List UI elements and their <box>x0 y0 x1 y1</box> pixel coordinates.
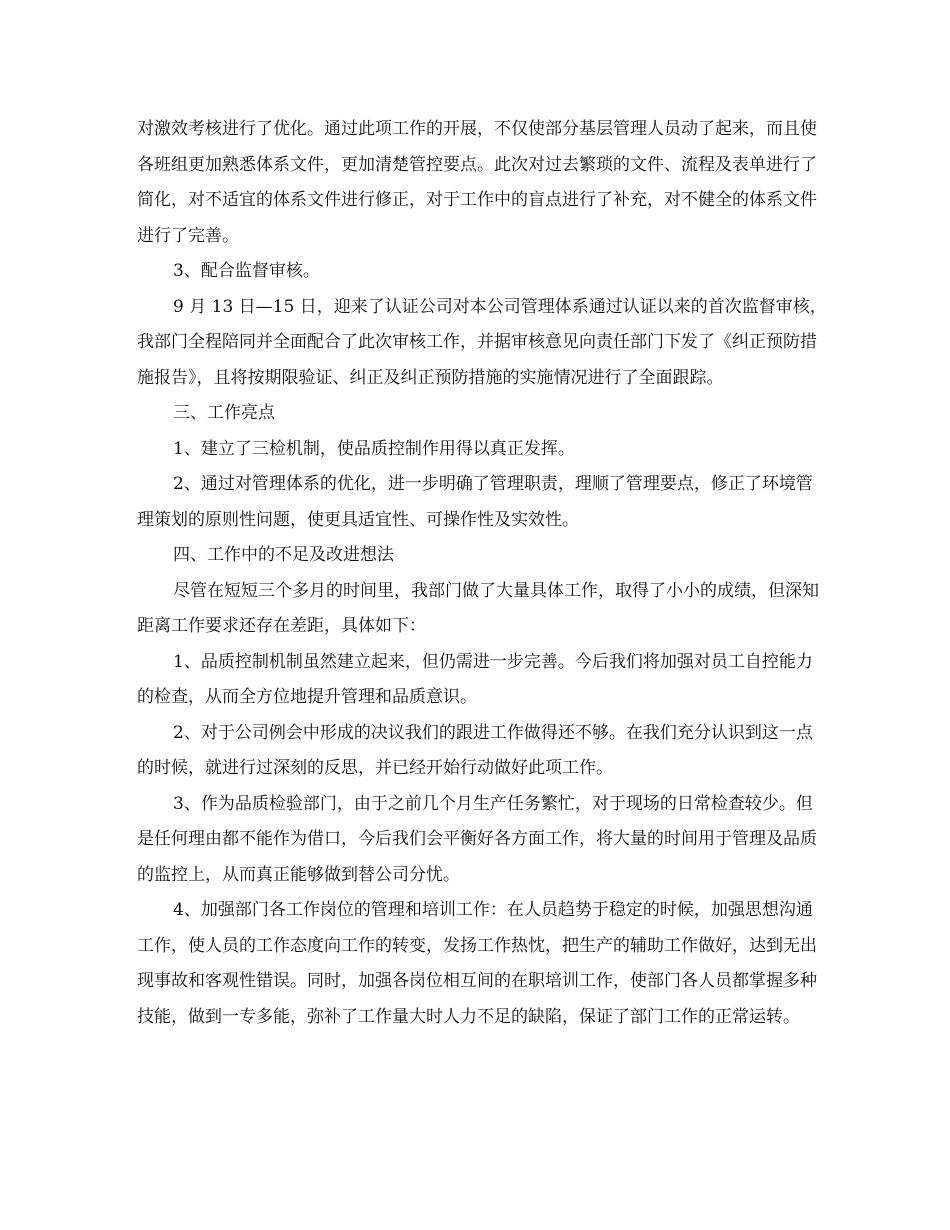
paragraph-shortcoming-1: 1、品质控制机制虽然建立起来，但仍需进一步完善。今后我们将加强对员工自控能力的检查，从而全方位地提升管理和品质意识。 <box>137 651 813 707</box>
document-body <box>137 112 827 1035</box>
paragraph-shortcoming-3: 3、作为品质检验部门，由于之前几个月生产任务繁忙，对于现场的日常检查较少。但是任何理由都不能作为借口，今后我们会平衡好各方面工作，将大量的时间用于管理及品质的监控上，从而真正能够做到替公司分忧。 <box>137 793 817 885</box>
paragraph-shortcomings-intro: 尽管在短短三个多月的时间里，我部门做了大量具体工作，取得了小小的成绩，但深知距离工作要求还存在差距，具体如下： <box>137 580 819 636</box>
section-heading-shortcomings: 四、工作中的不足及改进想法 <box>173 545 394 565</box>
paragraph-audit-details: 9 月 13 日—15 日，迎来了认证公司对本公司管理体系通过认证以来的首次监督审核，我部门全程陪同并全面配合了此次审核工作，并据审核意见向责任部门下发了《纠正预防措施报告》，且将按期限验证、纠正及纠正预防措施的实施情况进行了全面跟踪。 <box>137 296 827 388</box>
paragraph-shortcoming-4: 4、加强部门各工作岗位的管理和培训工作：在人员趋势于稳定的时候，加强思想沟通工作，使人员的工作态度向工作的转变，发扬工作热忱，把生产的辅助工作做好，达到无出现事故和客观性错误。同时，加强各岗位相互间的在职培训工作，使部门各人员都掌握多种技能，做到一专多能，弥补了工作量大时人力不足的缺陷，保证了部门工作的正常运转。 <box>137 900 817 1027</box>
section-heading-highlights: 三、工作亮点 <box>173 403 275 423</box>
paragraph-highlight-1: 1、建立了三检机制，使品质控制作用得以真正发挥。 <box>173 438 575 459</box>
paragraph-kpi-optimization: 对激效考核进行了优化。通过此项工作的开展，不仅使部分基层管理人员动了起来，而且使各班组更加熟悉体系文件，更加清楚管控要点。此次对过去繁琐的文件、流程及表单进行了简化，对不适宜的体系文件进行修正，对于工作中的盲点进行了补充，对不健全的体系文件进行了完善。 <box>137 119 817 246</box>
paragraph-shortcoming-2: 2、对于公司例会中形成的决议我们的跟进工作做得还不够。在我们充分认识到这一点的时候，就进行过深刻的反思，并已经开始行动做好此项工作。 <box>137 722 813 778</box>
paragraph-highlight-2: 2、通过对管理体系的优化，进一步明确了管理职责，理顺了管理要点，修正了环境管理策划的原则性问题，使更具适宜性、可操作性及实效性。 <box>137 474 813 530</box>
subheading-supervision-audit: 3、配合监督审核。 <box>173 261 320 281</box>
